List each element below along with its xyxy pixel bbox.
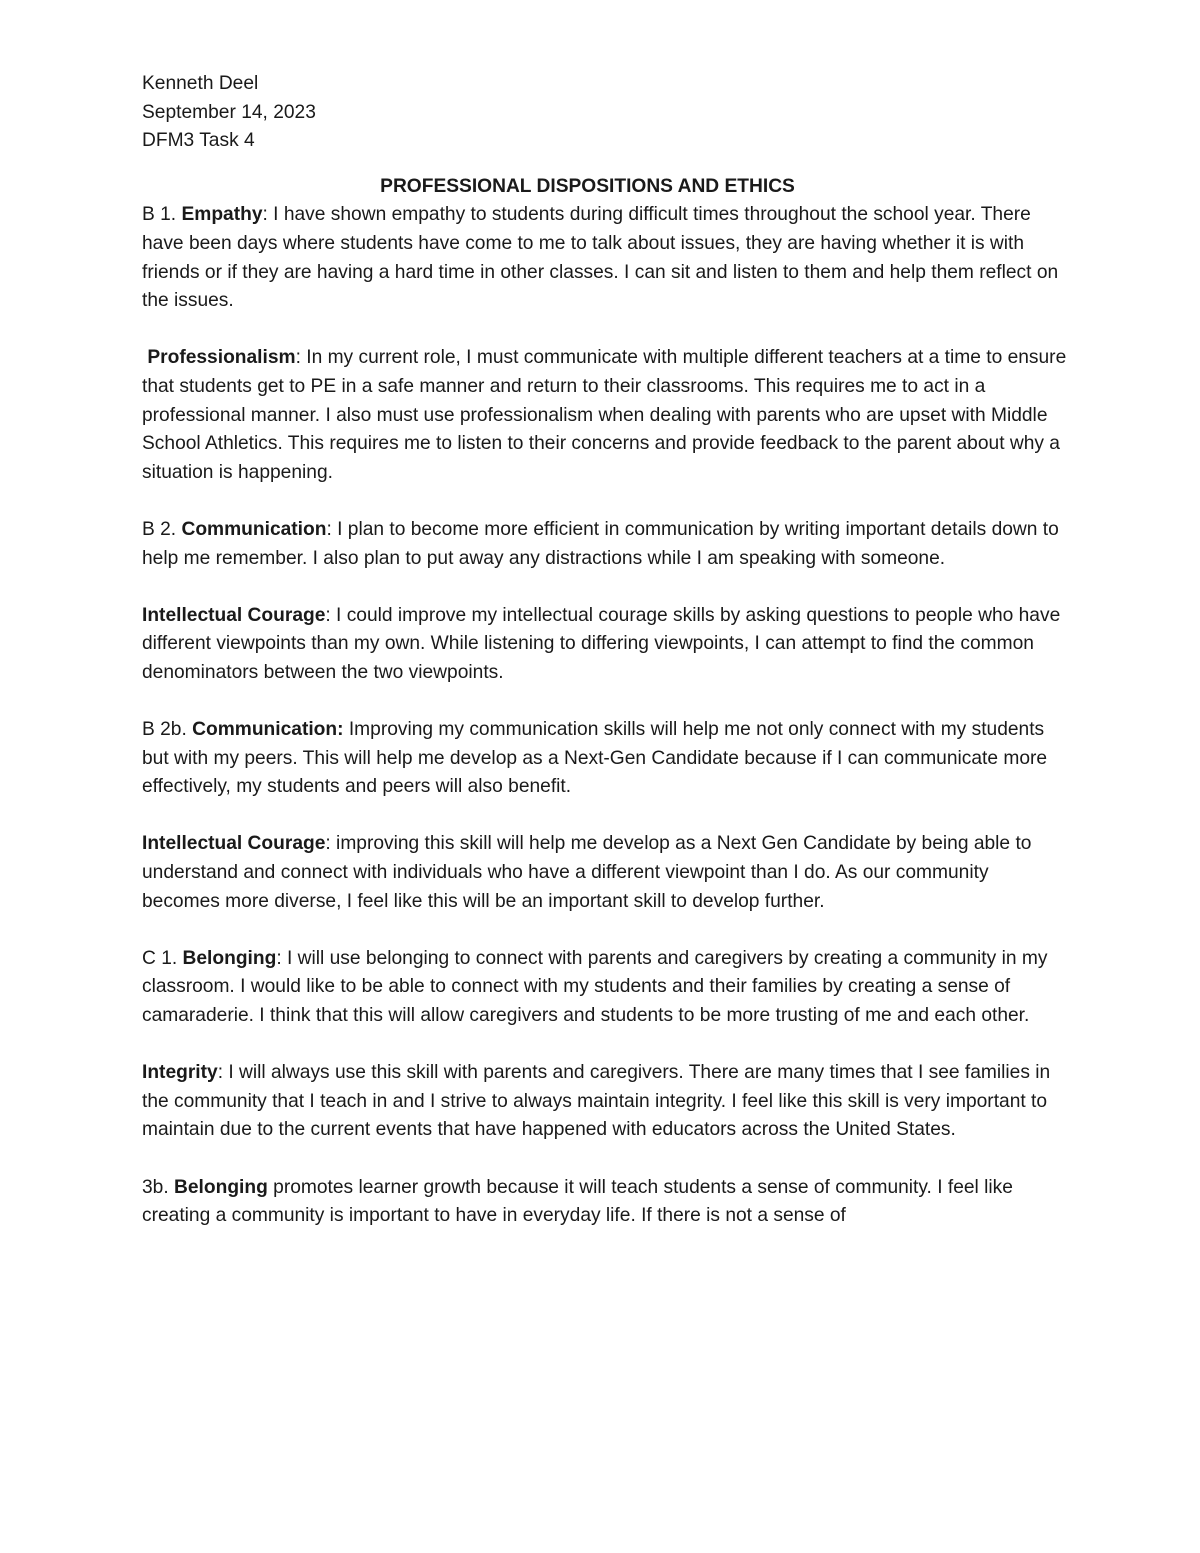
section-prefix: B 2. [142,518,182,540]
section-prefix: C 1. [142,947,183,969]
paragraph-text: : I plan to become more efficient in communication by writing important details down to help me remember. I also plan to put away any distractions while I am speaking with someone. [142,518,1059,569]
document-date: September 14, 2023 [142,101,316,123]
paragraph-integrity [142,1059,1067,1145]
paragraph-intellectual-courage-2b [142,830,1067,916]
paragraph-text: : I have shown empathy to students during difficult times throughout the school year. There have been days where students have come to me to talk about issues, they are having whether it is with friends or if they are having a hard time in other classes. I can sit and listen to them and help them reflect on the issues. [142,204,1059,312]
term-heading: Intellectual Courage [142,604,326,626]
paragraph-text: Improving my communication skills will help me not only connect with my students but with my peers. This will help me develop as a Next-Gen Candidate because if I can communicate more effectively, my students and peers will also benefit. [142,719,1048,798]
paragraph-text: : I will use belonging to connect with parents and caregivers by creating a community in my classroom. I would like to be able to connect with my students and their families by creating a sense of camaraderie. I think that this will allow caregivers and students to be more trusting of me and each other. [142,947,1048,1026]
term-heading: Belonging [182,947,277,969]
paragraph-text: : I could improve my intellectual courage skills by asking questions to people who have different viewpoints than my own. While listening to differing viewpoints, I can attempt to find the common denominators between the two viewpoints. [142,604,1061,683]
paragraph-text: : improving this skill will help me develop as a Next Gen Candidate by being able to understand and connect with individuals who have a different viewpoint than I do. As our community becomes more diverse, I feel like this will be an important skill to develop further. [142,833,1032,912]
term-heading: Professionalism [147,347,296,369]
paragraph-professionalism [142,344,1067,487]
document-page [142,70,1067,1259]
term-heading: Communication [181,518,327,540]
term-heading: Communication: [192,719,344,741]
document-header [142,70,1067,156]
paragraph-text: : In my current role, I must communicate with multiple different teachers at a time to ensure that students get to PE in a safe manner and return to their classrooms. This requires me to act in a professional manner. I also must use professionalism when dealing with parents who are upset with Middle School Athletics. This requires me to listen to their concerns and provide feedback to the parent about why a situation is happening. [142,347,1067,483]
paragraph-intellectual-courage [142,602,1067,688]
paragraph-belonging-3b [142,1174,1067,1231]
document-title: PROFESSIONAL DISPOSITIONS AND ETHICS [380,175,795,197]
paragraph-communication-2b [142,716,1067,802]
term-heading: Intellectual Courage [142,833,326,855]
section-prefix: B 2b. [142,719,193,741]
paragraph-text: promotes learner growth because it will teach students a sense of community. I feel like creating a community is important to have in everyday life. If there is not a sense of [142,1176,1013,1227]
course-task: DFM3 Task 4 [142,130,255,152]
paragraph-communication [142,516,1067,573]
author-name: Kenneth Deel [142,73,259,94]
paragraph-text: : I will always use this skill with parents and caregivers. There are many times that I see families in the community that I teach in and I strive to always maintain integrity. I feel like this skill is very important to maintain due to the current events that have happened with educators across the United States. [142,1062,1051,1141]
term-heading: Integrity [142,1062,218,1084]
section-prefix: 3b. [142,1176,175,1198]
paragraph-empathy [142,201,1067,315]
paragraph-belonging [142,945,1067,1031]
term-heading: Empathy [181,204,263,226]
section-prefix: B 1. [142,204,182,226]
document-body [142,201,1067,1230]
term-heading: Belonging [174,1176,268,1198]
